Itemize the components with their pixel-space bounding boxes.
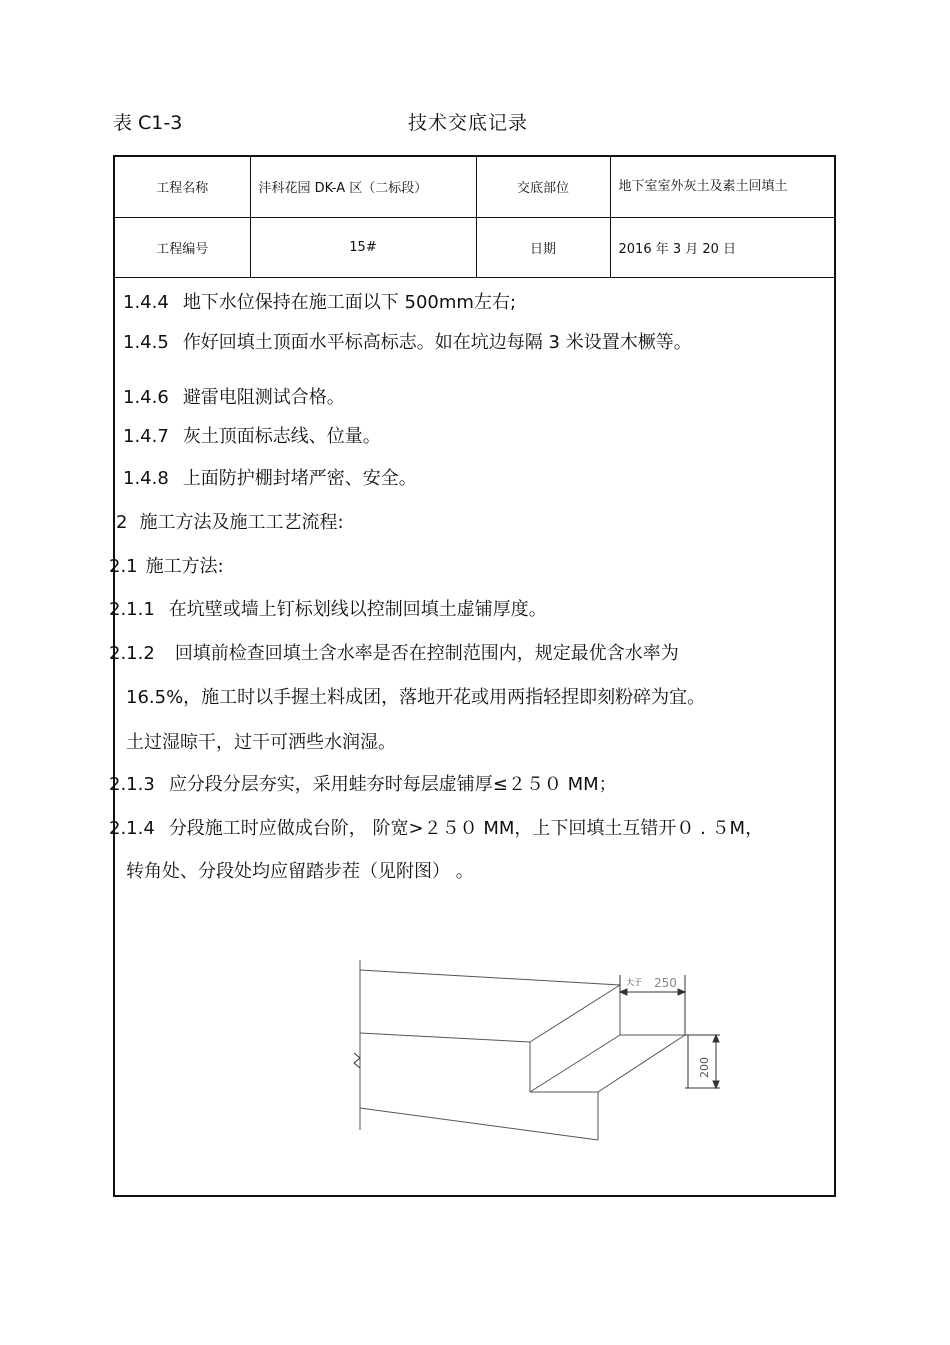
step-diagram bbox=[340, 950, 740, 1150]
body-line: 2.1.1 在坑壁或墙上钉标划线以控制回填土虚铺厚度。 bbox=[109, 599, 547, 620]
body-line: 2.1.4 分段施工时应做成台阶， 阶宽>２５０ MM，上下回填土互错开０ . ５M， bbox=[109, 818, 764, 839]
body-line: 1.4.6 避雷电阻测试合格。 bbox=[123, 387, 345, 408]
body-line-continued: 土过湿晾干，过干可洒些水润湿。 bbox=[126, 732, 396, 753]
info-row-2 bbox=[115, 217, 834, 277]
body-line: 2.1.3 应分段分层夯实，采用蛙夯时每层虚铺厚≤２５０ MM； bbox=[109, 774, 617, 795]
body-line-continued: 16.5%，施工时以手握土料成团，落地开花或用两指轻捏即刻粉碎为宜。 bbox=[126, 687, 706, 708]
subsection-heading: 2.1 施工方法: bbox=[109, 556, 224, 577]
location-label: 交底部位 bbox=[476, 157, 610, 217]
info-table bbox=[115, 157, 834, 278]
date-label: 日期 bbox=[476, 217, 610, 277]
project-name-label: 工程名称 bbox=[115, 157, 250, 217]
section-heading: 2 施工方法及施工工艺流程: bbox=[116, 512, 344, 533]
form-number: 表 C1-3 bbox=[113, 112, 183, 134]
body-line-continued: 转角处、分段处均应留踏步茬（见附图） 。 bbox=[126, 861, 474, 882]
date-value: 2016 年 3 月 20 日 bbox=[610, 217, 834, 277]
body-line: 1.4.4 地下水位保持在施工面以下 500mm左右; bbox=[123, 292, 517, 313]
width-value: 250 bbox=[654, 976, 677, 990]
height-value: 200 bbox=[698, 1057, 711, 1078]
location-value: 地下室室外灰土及素土回填土 bbox=[610, 157, 834, 217]
body-line: 2.1.2 回填前检查回填土含水率是否在控制范围内，规定最优含水率为 bbox=[109, 643, 679, 664]
project-name-value: 沣科花园 DK-A 区（二标段） bbox=[250, 157, 476, 217]
project-no-label: 工程编号 bbox=[115, 217, 250, 277]
body-line: 1.4.8 上面防护棚封堵严密、安全。 bbox=[123, 468, 417, 489]
body-line: 1.4.7 灰土顶面标志线、位量。 bbox=[123, 426, 381, 447]
width-note: 大于 bbox=[626, 978, 642, 987]
project-no-value: 15# bbox=[250, 217, 476, 277]
info-row-1 bbox=[115, 157, 834, 217]
body-line: 1.4.5 作好回填土顶面水平标高标志。如在坑边每隔 3 米设置木橛等。 bbox=[123, 332, 692, 353]
document-title: 技术交底记录 bbox=[408, 112, 529, 134]
